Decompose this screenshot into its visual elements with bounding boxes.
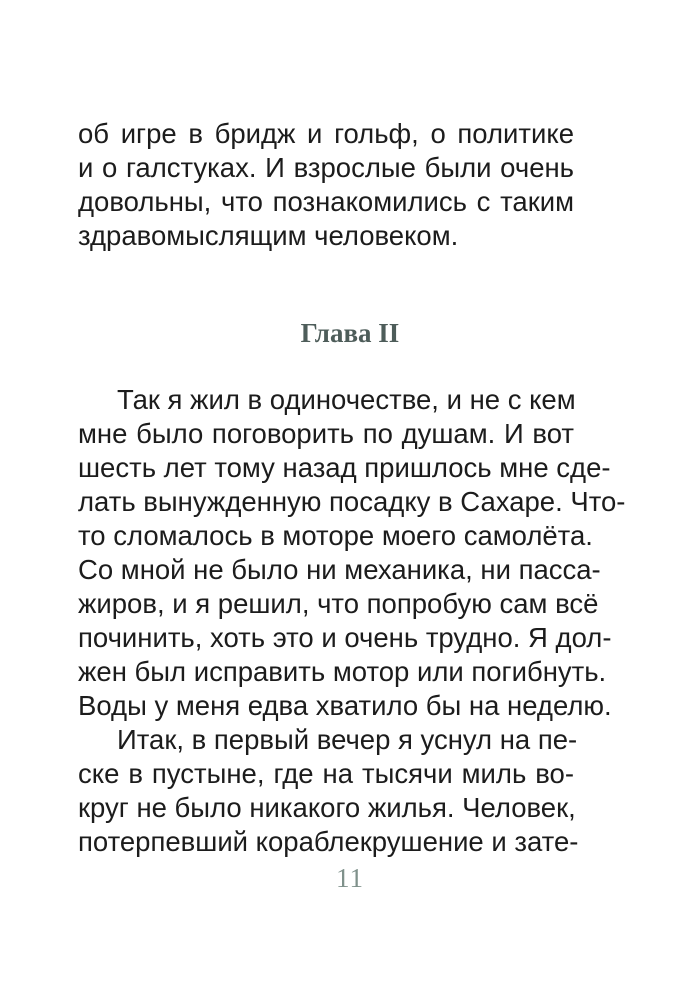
page-number: 11 [336,863,364,893]
text-line: мне было поговорить по душам. И вот [78,418,574,449]
text-line: Итак, в первый вечер я уснул на пе- [117,724,578,755]
text-line: и о галстуках. И взрослые были очень [78,152,574,183]
text-line: лать вынужденную посадку в Сахаре. Что- [78,486,626,517]
text-line: ске в пустыне, где на тысячи миль во- [78,758,574,789]
text-line: потерпевший кораблекрушение и зате- [78,826,579,857]
text-line: жен был исправить мотор или погибнуть. [78,656,607,687]
text-line: Воды у меня едва хватило бы на неделю. [78,690,612,721]
text-line: об игре в бридж и гольф, о политике [78,118,574,149]
chapter-title: Глава II [300,318,400,348]
text-line: Со мной не было ни механика, ни пасса- [78,554,601,585]
text-line: жиров, и я решил, что попробую сам всё [78,588,599,619]
text-line: здравомыслящим человеком. [78,220,459,251]
text-line: починить, хоть это и очень трудно. Я дол- [78,622,612,653]
text-line: то сломалось в моторе моего самолёта. [78,520,593,551]
text-line: Так я жил в одиночестве, и не с кем [117,384,576,415]
text-line: довольны, что познакомились с таким [78,186,574,217]
text-line: круг не было никакого жилья. Человек, [78,792,576,823]
text-line: шесть лет тому назад пришлось мне сде- [78,452,611,483]
